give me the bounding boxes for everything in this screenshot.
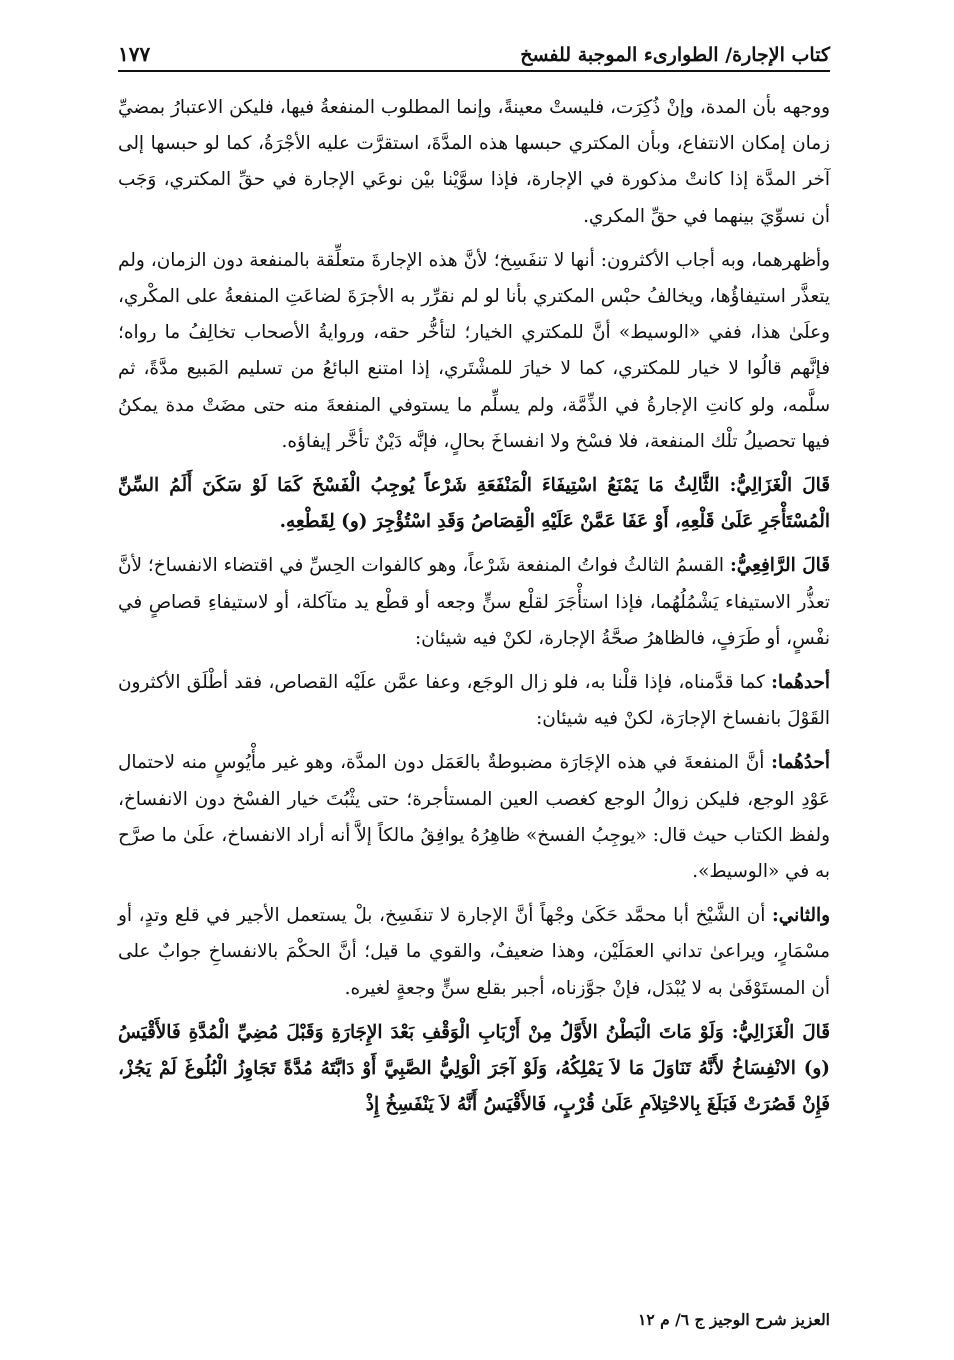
speaker-label: قَالَ الْغَزَالِيُّ: (731, 1021, 830, 1043)
speaker-label: قَالَ الرَّافِعِيُّ: (730, 555, 831, 577)
paragraph-text: القسمُ الثالثُ فواتُ المنفعة شَرْعاً، وهو كالفوات الحِسِّ في اقتضاء الانفساخ؛ لأنَّ تعذُّر الاستيفاء يَشْمُلُهُما، فإذا استأْجَرَ لقلْع سنٍّ وجعه أو قطْع يد متآكلة، أو لاستيفاءِ قصاصٍ في نفْسٍ، أو طَرَفٍ، فالظاهرُ صحَّةُ الإجارة، لكنْ فيه شيئان: (118, 555, 830, 649)
paragraph (118, 243, 830, 460)
page-body (118, 90, 830, 1123)
matn-paragraph (118, 468, 830, 540)
point-label: والثاني: (772, 905, 830, 927)
page-number: ١٧٧ (118, 42, 151, 66)
running-header (118, 32, 830, 72)
paragraph-text: أنَّ المنفعةَ في هذه الإجَارَة مضبوطةٌ بالعَمَل دون المدَّة، وهو غير مأْيُوسٍ منه لاحتمال عَوْدِ الوجع، فليكن زوالُ الوجع كغصب العين المستأجرة؛ حتى يثْبُتَ خيار الفسْخ دون الانفساخ، ولفظ الكتاب حيث قال: «يوجِبُ الفسخ» ظاهِرُهُ يوافِقُ مالكاً إلاَّ أنه أراد الانفساخ، علَىٰ ما صرَّح به في «الوسيط». (118, 752, 830, 883)
paragraph-text: ووجهه بأن المدة، وإنْ ذُكِرَت، فليستْ معينةً، وإنما المطلوب المنفعةُ فيها، فليكن الاعتبارُ بمضيِّ زمان إمكان الانتفاع، وبأن المكتري حبسها هذه المدَّةَ، استقرَّت عليه الأجْرَةُ، كما لو حبسها إلى آخر المدَّة إذا كانتْ مذكورة في الإجارة، فإذا سوَّيْنا بيْن نوعَي الإجارة في حقِّ المكتري، وَجَب أن نسوِّيَ بينهما في حقِّ المكري. (118, 97, 830, 227)
commentary-paragraph (118, 548, 830, 657)
paragraph (118, 665, 830, 737)
speaker-label: قَالَ الْغَزَالِيُّ: (729, 475, 830, 497)
paragraph-text: الثَّالِثُ مَا يَمْنَعُ اسْتِيفَاءَ الْمَنْفَعَةِ شَرْعاً يُوجِبُ الْفَسْخَ كَمَا لَوْ سَكَنَ أَلَمُ السِّنِّ الْمُسْتَأْجَرِ عَلَىٰ قَلْعِهِ، أَوْ عَفَا عَمَّنْ عَلَيْهِ الْقِصَاصُ وَقَدِ اسْتُؤْجِرَ (و) لِقَطْعِهِ. (118, 475, 830, 533)
paragraph (118, 898, 830, 1007)
paragraph-text: أن الشَّيْخ أبا محمَّد حَكَىٰ وجْهاً أنَّ الإجارة لا تنفَسِخ، بلْ يستعمل الأجير في قلع وتدٍ، أو مسْمَارٍ، ويراعىٰ تداني العمَلَيْن، وهذا ضعيفٌ، والقوي ما قيل؛ أنَّ الحكْمَ بالانفساخِ جوابٌ على أن المستَوْفَىٰ به لا يُبْدَل، فإنْ جوَّزناه، أجبر بقلع سنٍّ وجعةٍ لغيره. (118, 905, 830, 999)
point-label: أحدهُما: (771, 672, 830, 694)
signature-footer: العزيز شرح الوجيز ج ٦/ م ١٢ (638, 1310, 830, 1329)
paragraph (118, 90, 830, 235)
matn-paragraph (118, 1015, 830, 1124)
paragraph-text: كما قدَّمناه، فإذا قلْنا به، فلو زال الوجَع، وعفا عمَّن علَيْه القصاص، فقد أطْلَق الأكثرون القَوْلَ بانفساخ الإجارَة، لكنْ فيه شيئان: (118, 672, 830, 730)
paragraph-text: وَلَوْ مَاتَ الْبَطْنُ الأَوَّلُ مِنْ أَرْبَابِ الْوَقْفِ بَعْدَ الإِجَارَةِ وَقَبْلَ مُضِيِّ الْمُدَّةِ فَالأَقْيَسُ (و) الانْفِسَاخُ لأَنَّهُ تَنَاوَلَ مَا لاَ يَمْلِكُهُ، وَلَوْ آجَرَ الْوَلِيُّ الصَّبِيَّ أَوْ دَابَّتَهُ مُدَّةً تَجَاوِزُ الْبُلُوغَ لَمْ يَجُزْ، فَإِنْ قَصُرَتْ فَبَلَغَ بِالاحْتِلاَمِ عَلَىٰ قُرْبٍ، فَالأَقْيَسُ أَنَّهُ لاَ يَنْفَسِخُ إِذْ (118, 1021, 830, 1116)
paragraph-text: وأظهرهما، وبه أجاب الأكثرون: أنها لا تنفَسِخ؛ لأنَّ هذه الإجارةَ متعلِّقة بالمنفعة دون الزمان، ولم يتعذَّر استيفاؤُها، ويخالفُ حبْس المكتري بأنا لو لم نقرِّر به الأجرَةَ لضاعَتِ المنفعةُ على المكْري، وعلَىٰ هذا، ففي «الوسيط» أنَّ للمكتري الخيار؛ لتأخُّر حقه، وروايةُ الأصحاب تخالِفُ ما رواه؛ فإنَّهم قالُوا لا خيار للمكتري، كما لا خيارَ للمشْتَري، إذا امتنع البائعُ من تسليم المَبيع مدَّةً، ثم سلَّمه، ولو كانتِ الإجارةُ في الذِّمَّة، ولم يسلِّم ما يستوفي المنفعةَ منه حتى مضَتْ مدة يمكنُ فيها تحصيلُ تلْك المنفعة، فلا فسْخ ولا انفساخَ بحالٍ، فإنَّه دَيْنٌ تأخَّر إيفاؤه. (118, 249, 830, 452)
paragraph (118, 745, 830, 890)
running-title: كتاب الإجارة/ الطوارىء الموجبة للفسخ (520, 44, 830, 66)
point-label: أحدُهُما: (771, 752, 830, 774)
